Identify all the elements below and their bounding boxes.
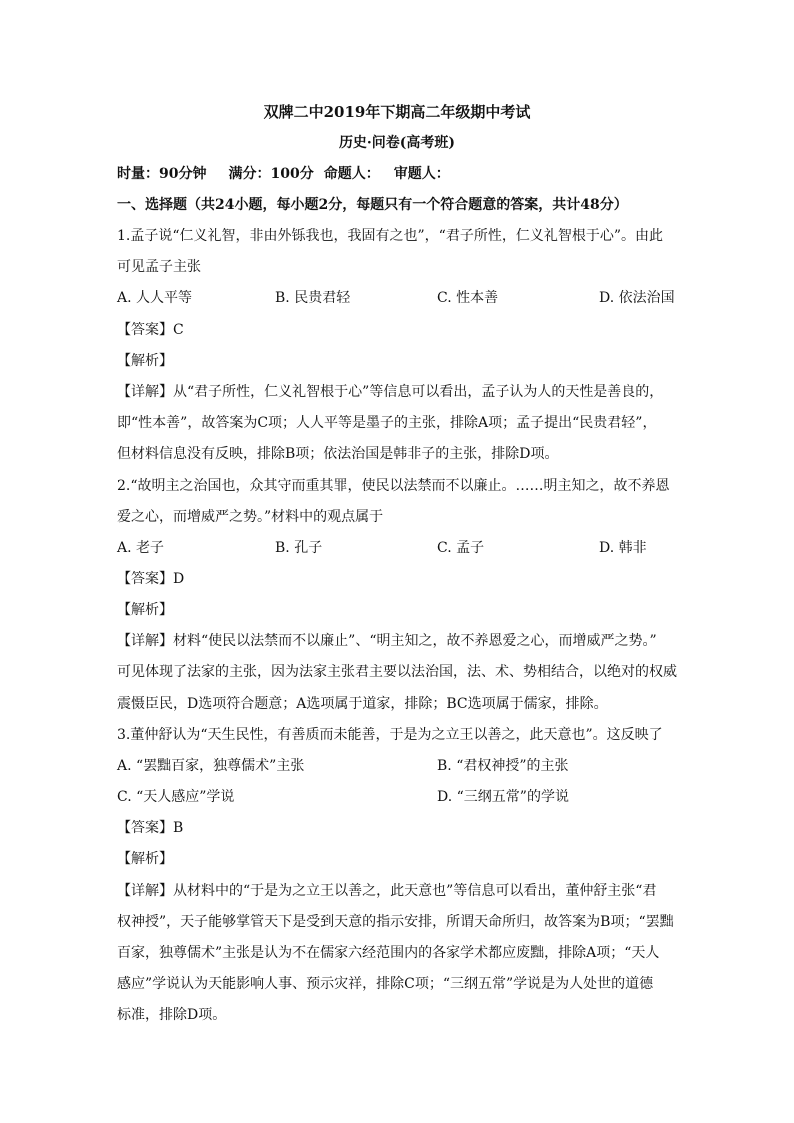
question-3-detail-line: 标准，排除D项。 xyxy=(117,1007,227,1023)
meta-author: 命题人： xyxy=(323,166,380,182)
question-3-stem-line: 3.董仲舒认为“天生民性，有善质而未能善，于是为之立王以善之，此天意也”。这反映了 xyxy=(117,727,663,743)
question-3-analysis-label: 【解析】 xyxy=(117,851,173,867)
question-1-option-c: C. 性本善 xyxy=(437,290,499,306)
question-3-detail-line: 感应”学说认为天能影响人事、预示灾祥，排除C项；“三纲五常”学说是为人处世的道德 xyxy=(117,976,654,992)
question-2-detail-line: 震慑臣民，D选项符合题意；A选项属于道家，排除；BC选项属于儒家，排除。 xyxy=(117,696,608,712)
question-2-detail-line: 【详解】材料“使民以法禁而不以廉止”、“明主知之，故不养恩爱之心，而增威严之势。” xyxy=(117,633,657,649)
question-3-option-c: C. “天人感应”学说 xyxy=(117,789,235,805)
question-1-stem-line: 可见孟子主张 xyxy=(117,259,201,275)
question-3-option-d: D. “三纲五常”的学说 xyxy=(437,789,569,805)
section-heading: 一、选择题（共24小题，每小题2分，每题只有一个符合题意的答案，共计48分） xyxy=(117,197,628,213)
meta-score: 满分：100分 xyxy=(228,166,314,182)
question-1-detail-line: 即“性本善”，故答案为C项；人人平等是墨子的主张，排除A项；孟子提出“民贵君轻”， xyxy=(117,415,657,431)
question-1-option-a: A. 人人平等 xyxy=(117,290,193,306)
question-3-detail-line: 权神授”，天子能够掌管天下是受到天意的指示安排，所谓天命所归，故答案为B项；“罢黜 xyxy=(117,914,674,930)
question-1-stem-line: 1.孟子说“仁义礼智，非由外铄我也，我固有之也”，“君子所性，仁义礼智根于心”。由此 xyxy=(117,228,663,244)
question-3-detail-line: 百家，独尊儒术”主张是认为不在儒家六经范围内的各家学术都应废黜，排除A项；“天人 xyxy=(117,945,660,961)
question-2-stem-line: 爱之心，而增威严之势。”材料中的观点属于 xyxy=(117,509,384,525)
exam-meta xyxy=(117,164,450,184)
exam-subtitle: 历史·问卷(高考班) xyxy=(338,135,456,151)
question-2-detail-line: 可见体现了法家的主张，因为法家主张君主要以法治国，法、术、势相结合，以绝对的权威 xyxy=(117,664,677,680)
question-2-option-b: B. 孔子 xyxy=(275,540,323,556)
question-1-option-b: B. 民贵君轻 xyxy=(275,290,351,306)
question-2-answer: 【答案】D xyxy=(117,571,185,587)
question-3-answer: 【答案】B xyxy=(117,820,184,836)
question-1-detail-line: 但材料信息没有反映，排除B项；依法治国是韩非子的主张，排除D项。 xyxy=(117,446,559,462)
question-1-option-d: D. 依法治国 xyxy=(599,290,675,306)
meta-reviewer: 审题人： xyxy=(393,166,450,182)
question-2-stem-line: 2.“故明主之治国也，众其守而重其罪，使民以法禁而不以廉止。……明主知之，故不养恩 xyxy=(117,478,670,494)
meta-time: 时量：90分钟 xyxy=(117,166,207,182)
question-3-option-a: A. “罢黜百家，独尊儒术”主张 xyxy=(117,758,305,774)
exam-title: 双牌二中2019年下期高二年级期中考试 xyxy=(263,103,531,121)
question-2-analysis-label: 【解析】 xyxy=(117,602,173,618)
question-1-analysis-label: 【解析】 xyxy=(117,353,173,369)
question-2-option-c: C. 孟子 xyxy=(437,540,485,556)
question-3-option-b: B. “君权神授”的主张 xyxy=(437,758,569,774)
question-2-option-d: D. 韩非 xyxy=(599,540,647,556)
question-1-answer: 【答案】C xyxy=(117,322,184,338)
question-2-option-a: A. 老子 xyxy=(117,540,165,556)
question-3-detail-line: 【详解】从材料中的“于是为之立王以善之，此天意也”等信息可以看出，董仲舒主张“君 xyxy=(117,883,657,899)
question-1-detail-line: 【详解】从“君子所性，仁义礼智根于心”等信息可以看出，孟子认为人的天性是善良的， xyxy=(117,384,664,400)
